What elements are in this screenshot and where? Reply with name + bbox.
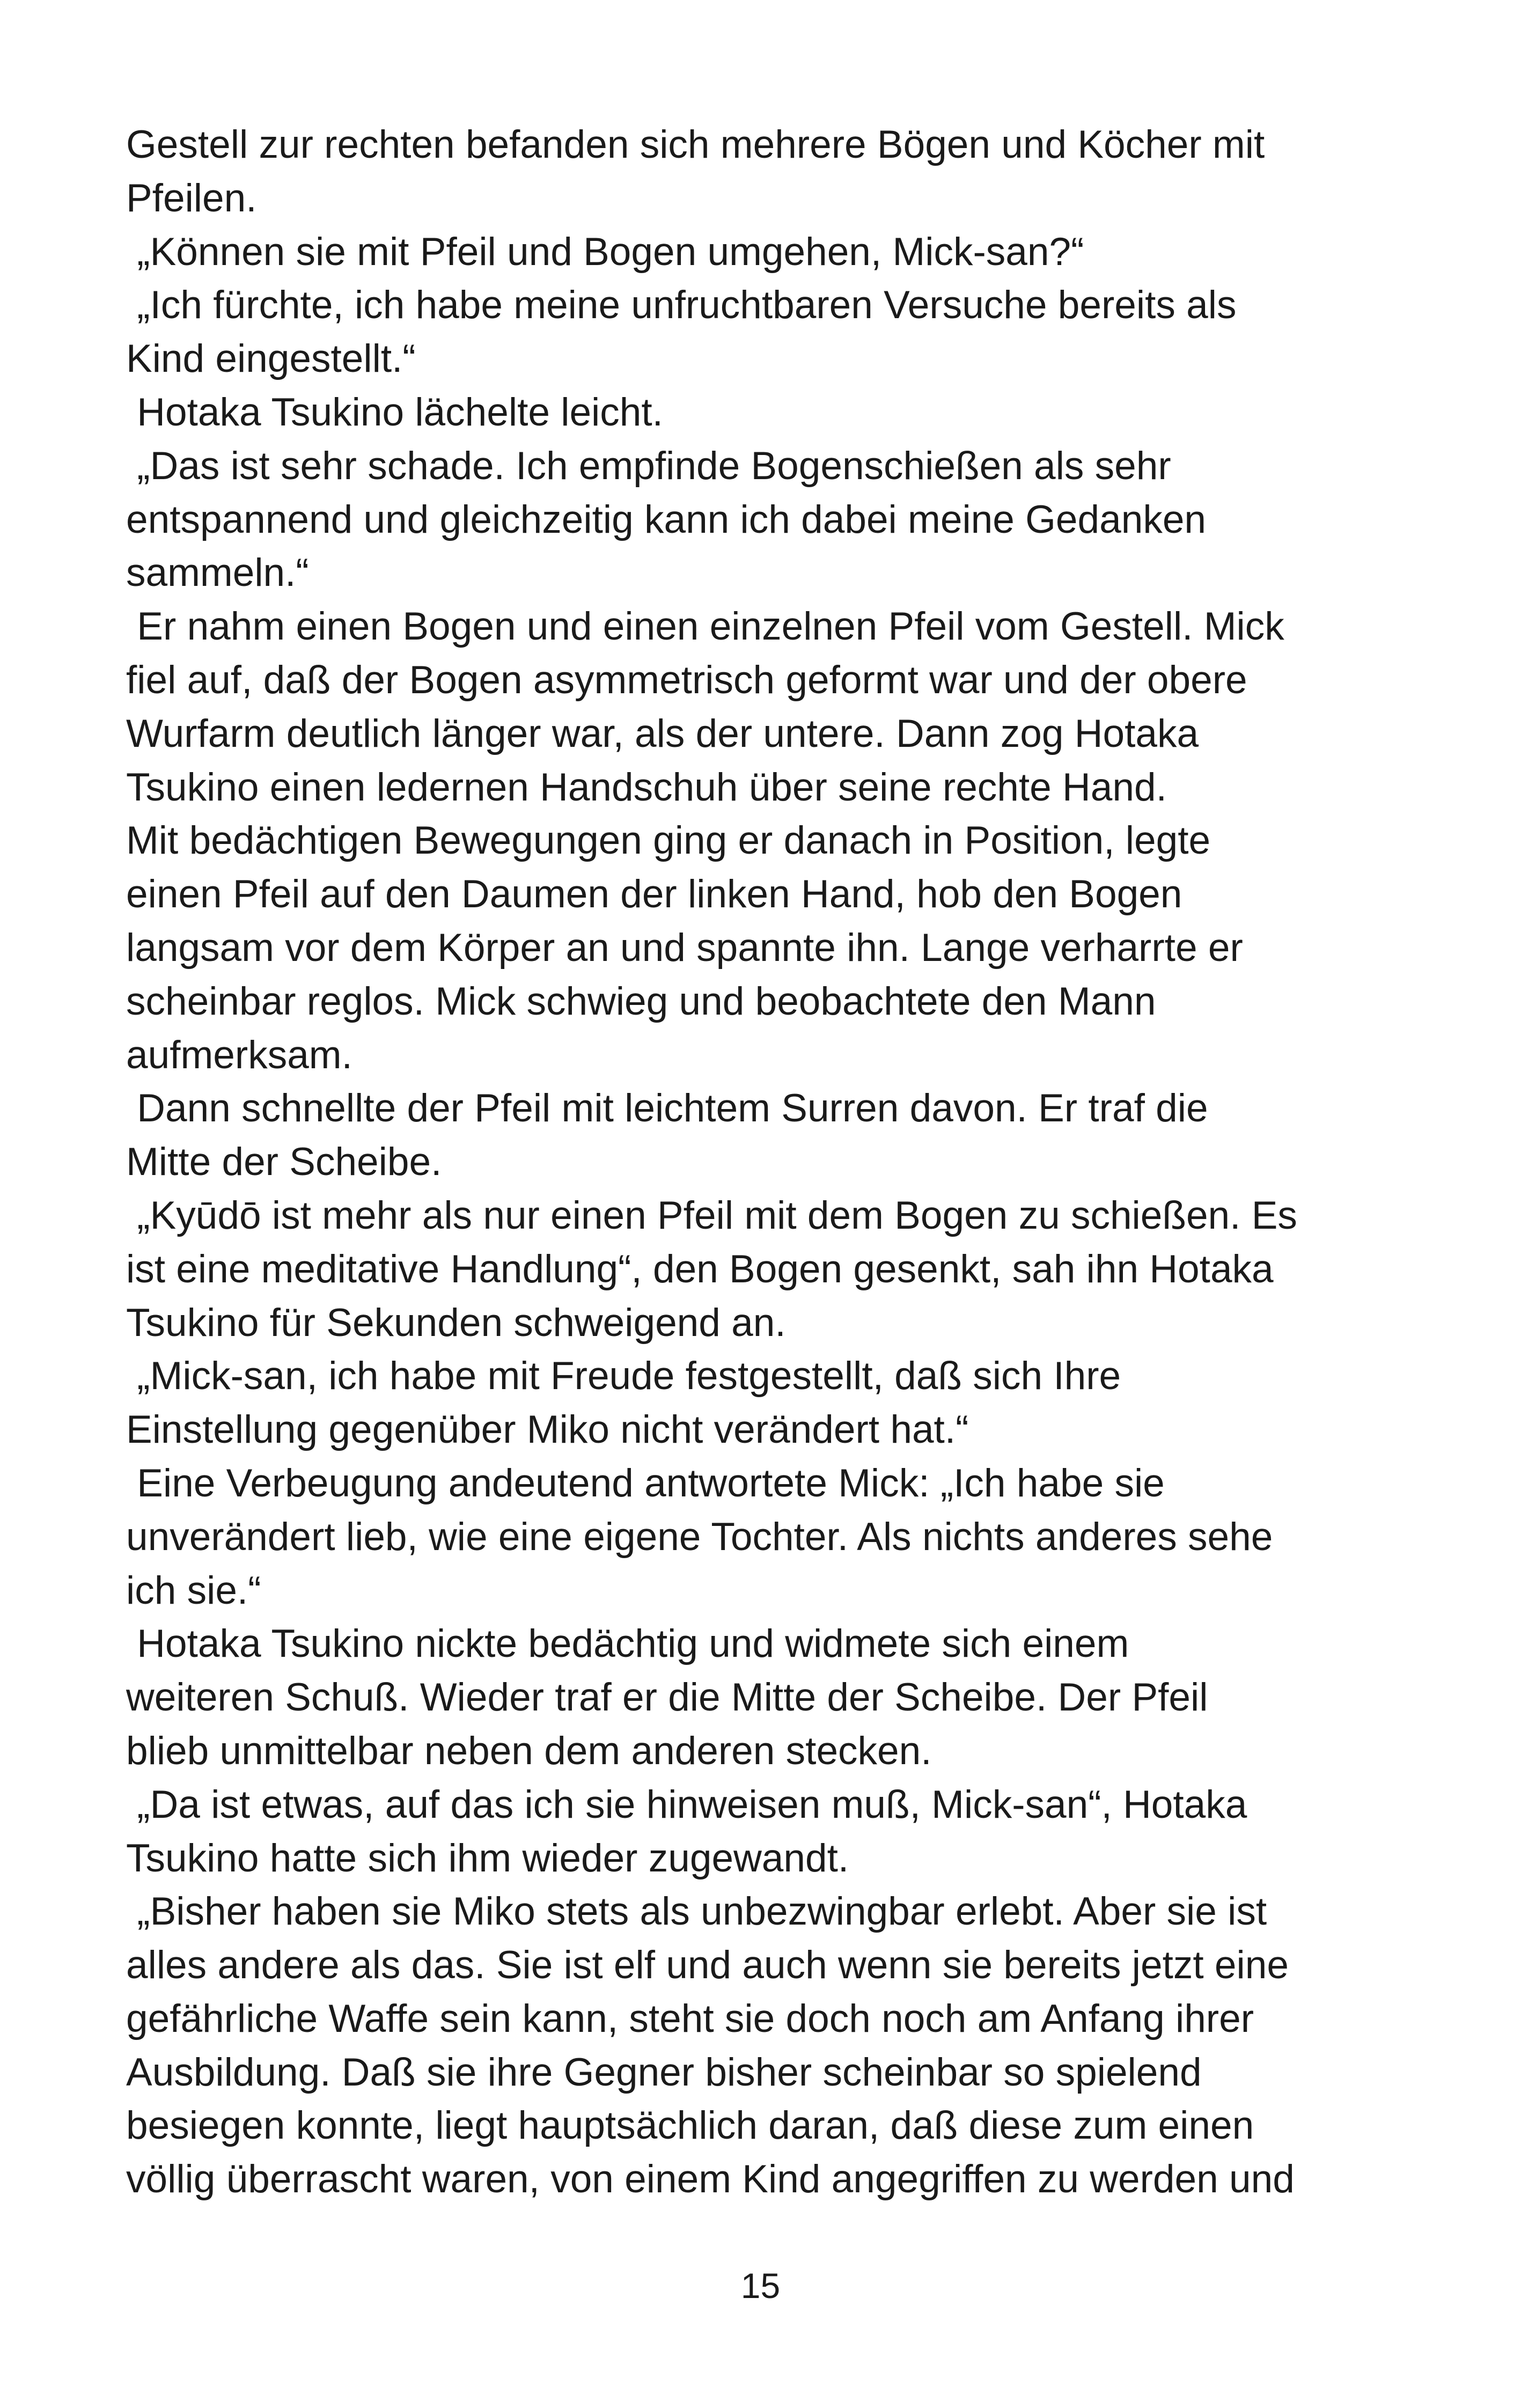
text-line: Dann schnellte der Pfeil mit leichtem Surren davon. Er traf die: [126, 1086, 1208, 1130]
text-line: „Bisher haben sie Miko stets als unbezwingbar erlebt. Aber sie ist: [126, 1890, 1267, 1934]
text-line: langsam vor dem Körper an und spannte ihn. Lange verharrte er: [126, 926, 1243, 970]
page-number: 15: [740, 2266, 781, 2306]
text-line: blieb unmittelbar neben dem anderen stecken.: [126, 1729, 932, 1773]
text-line: Wurfarm deutlich länger war, als der untere. Dann zog Hotaka: [126, 711, 1199, 755]
text-line: „Mick-san, ich habe mit Freude festgestellt, daß sich Ihre: [126, 1354, 1121, 1398]
text-line: fiel auf, daß der Bogen asymmetrisch geformt war und der obere: [126, 658, 1247, 702]
text-line: Tsukino einen ledernen Handschuh über seine rechte Hand.: [126, 765, 1167, 809]
text-line: weiteren Schuß. Wieder traf er die Mitte der Scheibe. Der Pfeil: [126, 1676, 1208, 1720]
text-line: ist eine meditative Handlung“, den Bogen gesenkt, sah ihn Hotaka: [126, 1247, 1274, 1291]
text-line: Ausbildung. Daß sie ihre Gegner bisher scheinbar so spielend: [126, 2050, 1202, 2094]
text-line: sammeln.“: [126, 551, 309, 595]
text-line: „Da ist etwas, auf das ich sie hinweisen muß, Mick-san“, Hotaka: [126, 1782, 1247, 1826]
text-line: scheinbar reglos. Mick schwieg und beobachtete den Mann: [126, 979, 1156, 1023]
text-line: „Ich fürchte, ich habe meine unfruchtbaren Versuche bereits als: [126, 283, 1237, 327]
text-line: ich sie.“: [126, 1568, 261, 1612]
text-line: einen Pfeil auf den Daumen der linken Hand, hob den Bogen: [126, 872, 1182, 916]
text-line: Tsukino hatte sich ihm wieder zugewandt.: [126, 1836, 849, 1880]
text-line: Hotaka Tsukino lächelte leicht.: [126, 390, 663, 434]
text-line: aufmerksam.: [126, 1033, 352, 1077]
text-line: Gestell zur rechten befanden sich mehrere Bögen und Köcher mit: [126, 123, 1265, 166]
text-line: alles andere als das. Sie ist elf und auch wenn sie bereits jetzt eine: [126, 1943, 1289, 1987]
text-line: Tsukino für Sekunden schweigend an.: [126, 1301, 786, 1345]
text-line: Mitte der Scheibe.: [126, 1140, 442, 1184]
text-line: Kind eingestellt.“: [126, 337, 416, 381]
text-line: „Kyūdō ist mehr als nur einen Pfeil mit dem Bogen zu schießen. Es: [126, 1193, 1297, 1237]
text-line: besiegen konnte, liegt hauptsächlich daran, daß diese zum einen: [126, 2104, 1254, 2148]
text-line: entspannend und gleichzeitig kann ich dabei meine Gedanken: [126, 497, 1207, 541]
text-line: Eine Verbeugung andeutend antwortete Mick: „Ich habe sie: [126, 1461, 1165, 1505]
text-line: „Das ist sehr schade. Ich empfinde Bogenschießen als sehr: [126, 444, 1171, 488]
text-line: Einstellung gegenüber Miko nicht verändert hat.“: [126, 1408, 969, 1452]
text-line: Pfeilen.: [126, 176, 257, 220]
text-line: unverändert lieb, wie eine eigene Tochter. Als nichts anderes sehe: [126, 1515, 1273, 1559]
text-line: Er nahm einen Bogen und einen einzelnen Pfeil vom Gestell. Mick: [126, 605, 1284, 649]
text-line: Mit bedächtigen Bewegungen ging er danach in Position, legte: [126, 819, 1211, 863]
body-text: [126, 118, 1414, 2206]
text-line: gefährliche Waffe sein kann, steht sie doch noch am Anfang ihrer: [126, 1996, 1254, 2040]
text-line: Hotaka Tsukino nickte bedächtig und widmete sich einem: [126, 1622, 1129, 1666]
text-line: völlig überrascht waren, von einem Kind angegriffen zu werden und: [126, 2157, 1295, 2201]
text-line: „Können sie mit Pfeil und Bogen umgehen, Mick-san?“: [126, 230, 1084, 274]
